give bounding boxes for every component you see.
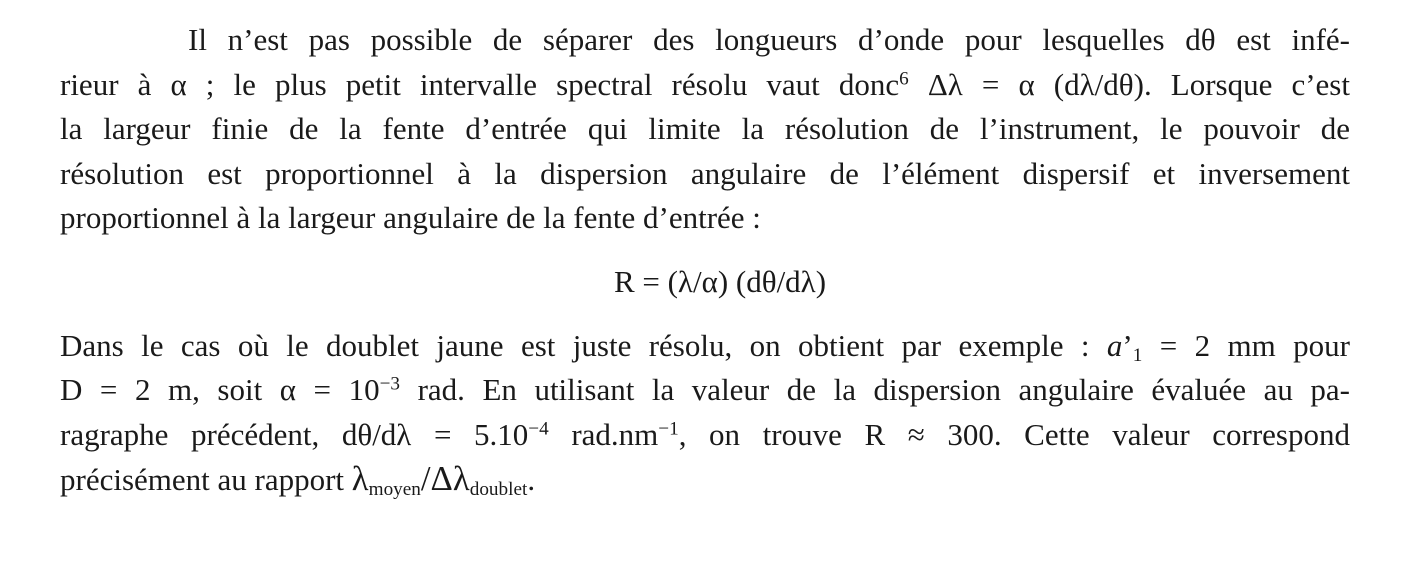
text-line: la largeur finie de la fente d’entrée qui limite la résolution de l’instrument, le pouvoir de	[60, 111, 1350, 146]
text-line: proportionnel à la largeur angulaire de la fente d’entrée :	[60, 200, 761, 235]
paragraph-resolution-limit	[60, 18, 1350, 241]
equation-resolving-power: R = (λ/α) (dθ/dλ)	[613, 263, 827, 299]
text-line: Dans le cas où le doublet jaune est juste résolu, on obtient par exemple : $a’_1 = 2$ mm pour	[60, 327, 1350, 366]
text-line: rieur à α ; le plus petit intervalle spectral résolu vaut donc$^6$ Δλ = α (dλ/dθ). Lorsque c’est	[60, 66, 1350, 102]
text-line: ragraphe précédent, $d\theta/d\lambda = 5.10^{-4}$ $rad.nm^{-1}$, on trouve R ≈ 300. Cette valeur correspond	[60, 416, 1350, 452]
text-line: précisément au rapport $\lambda_{moyen}/\Delta\lambda_{doublet}$.	[60, 459, 536, 500]
text-line: résolution est proportionnel à la dispersion angulaire de l’élément dispersif et inversement	[60, 155, 1350, 191]
text-line: Il n’est pas possible de séparer des longueurs d’onde pour lesquelles dθ est infé-	[188, 22, 1350, 57]
text-line: D = 2 m, soit $\alpha = 10^{-3}$ rad. En utilisant la valeur de la dispersion angulaire évaluée au pa-	[60, 372, 1350, 407]
document-page	[60, 18, 1350, 503]
paragraph-yellow-doublet-example	[60, 324, 1350, 503]
footnote-ref: 6	[899, 67, 909, 89]
